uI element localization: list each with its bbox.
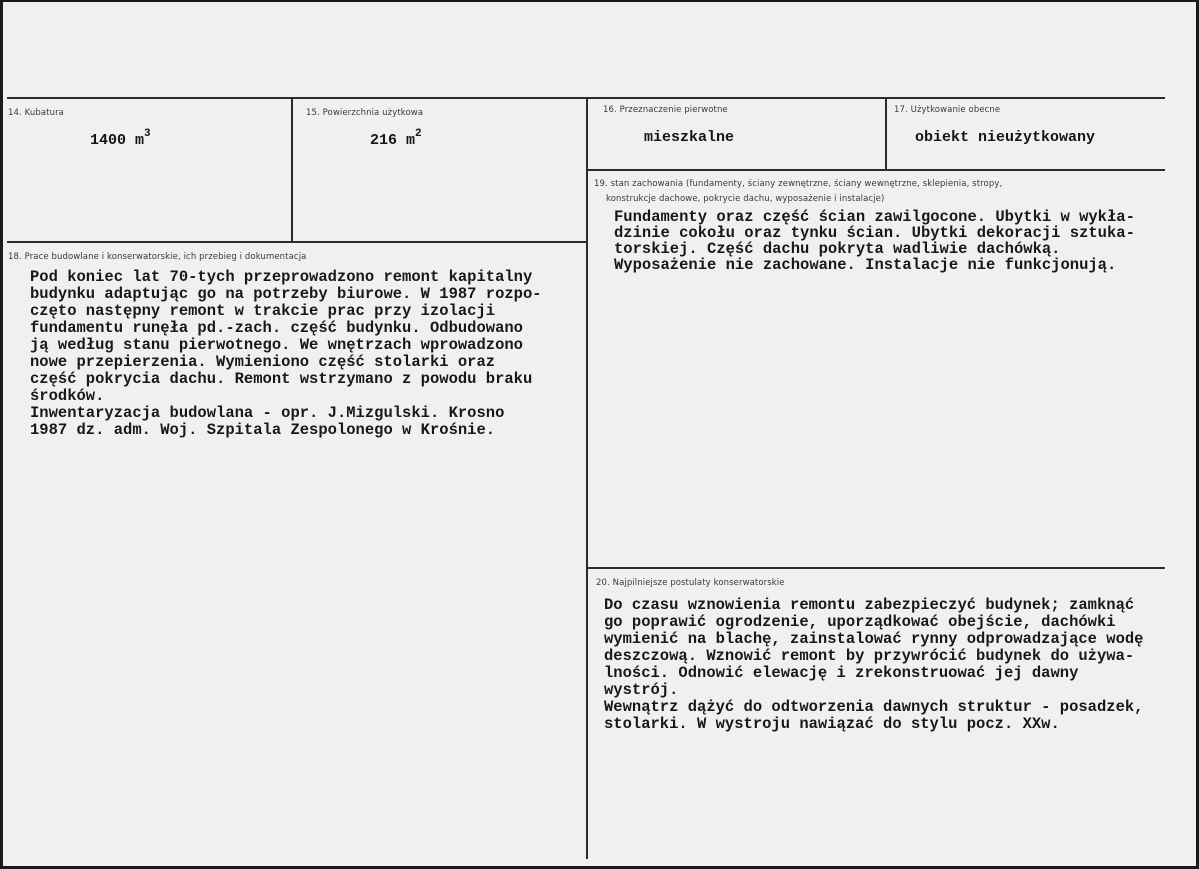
- field-15-value: [370, 128, 422, 149]
- field-18-line: ją według stanu pierwotnego. We wnętrzach wprowadzono: [30, 336, 523, 354]
- rule-14-15-bottom: [7, 241, 587, 243]
- field-14-label: 14. Kubatura: [8, 108, 64, 118]
- field-18-line: nowe przepierzenia. Wymieniono część stolarki oraz: [30, 353, 496, 371]
- field-18-text: [30, 269, 542, 439]
- field-18-label: 18. Prace budowlane i konserwatorskie, ich przebieg i dokumentacja: [8, 252, 307, 262]
- field-18-line: środków.: [30, 387, 105, 405]
- field-20-line: stolarki. W wystroju nawiązać do stylu pocz. XXw.: [604, 715, 1060, 733]
- divider-14-15: [291, 99, 293, 241]
- field-18-line: częto następny remont w trakcie prac przy izolacji: [30, 302, 496, 320]
- field-18-line: budynku adaptując go na potrzeby biurowe. W 1987 rozpo-: [30, 285, 542, 303]
- field-17-value: obiekt nieużytkowany: [915, 129, 1096, 146]
- field-20-line: deszczową. Wznowić remont by przywrócić budynek do używa-: [604, 647, 1135, 665]
- divider-main: [586, 99, 588, 859]
- field-19-text: [614, 209, 1135, 273]
- field-20-line: go poprawić ogrodzenie, uporządkować obejście, dachówki: [604, 613, 1116, 631]
- rule-16-17-bottom: [588, 169, 1165, 171]
- divider-16-17: [885, 99, 887, 169]
- field-14-value: [90, 128, 151, 149]
- field-20-label: 20. Najpilniejsze postulaty konserwatorskie: [596, 578, 785, 588]
- field-18-line: fundamentu runęła pd.-zach. część budynku. Odbudowano: [30, 319, 523, 337]
- field-20-line: lności. Odnowić elewację i zrekonstruować jej dawny: [604, 664, 1079, 682]
- inventory-card: [3, 2, 1196, 866]
- field-19-line: dzinie cokołu oraz tynku ścian. Ubytki dekoracji sztuka-: [614, 224, 1135, 242]
- field-19-line: Fundamenty oraz część ścian zawilgocone. Ubytki w wykła-: [614, 208, 1135, 226]
- field-20-line: wystrój.: [604, 681, 679, 699]
- field-18-line: Inwentaryzacja budowlana - opr. J.Mizgulski. Krosno: [30, 404, 505, 422]
- field-14-unit-exponent: 3: [144, 128, 151, 140]
- field-20-text: [604, 597, 1144, 733]
- field-19-label-line-2: konstrukcje dachowe, pokrycie dachu, wyposażenie i instalacje): [606, 194, 885, 204]
- field-20-line: wymienić na blachę, zainstalować rynny odprowadzające wodę: [604, 630, 1144, 648]
- field-14-number: 1400 m: [90, 132, 145, 149]
- field-19-line: Wyposażenie nie zachowane. Instalacje nie funkcjonują.: [614, 256, 1117, 274]
- field-18-line: 1987 dz. adm. Woj. Szpitala Zespolonego w Krośnie.: [30, 421, 496, 439]
- field-19-label-line-1: 19. stan zachowania (fundamenty, ściany zewnętrzne, ściany wewnętrzne, sklepienia, stropy,: [594, 179, 1003, 189]
- field-15-number: 216 m: [370, 132, 416, 149]
- field-15-label: 15. Powierzchnia użytkowa: [306, 108, 424, 118]
- field-15-unit-exponent: 2: [415, 128, 422, 140]
- field-20-line: Do czasu wznowienia remontu zabezpieczyć budynek; zamknąć: [604, 596, 1135, 614]
- field-19-line: torskiej. Część dachu pokryta wadliwie dachówką.: [614, 240, 1061, 258]
- field-18-line: część pokrycia dachu. Remont wstrzymano z powodu braku: [30, 370, 533, 388]
- field-16-value: mieszkalne: [644, 129, 735, 146]
- field-17-label: 17. Użytkowanie obecne: [894, 105, 1001, 115]
- field-16-label: 16. Przeznaczenie pierwotne: [603, 105, 728, 115]
- rule-19-bottom: [588, 567, 1165, 569]
- field-20-line: Wewnątrz dążyć do odtworzenia dawnych struktur - posadzek,: [604, 698, 1144, 716]
- field-18-line: Pod koniec lat 70-tych przeprowadzono remont kapitalny: [30, 268, 533, 286]
